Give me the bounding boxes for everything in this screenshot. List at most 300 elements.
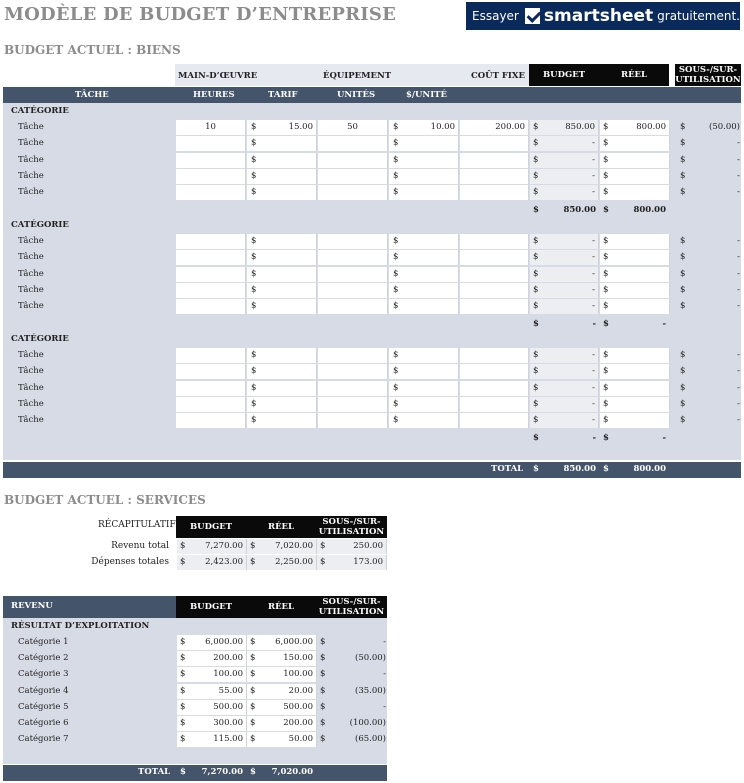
per_unit-cell[interactable] <box>389 364 459 379</box>
smartsheet-banner[interactable] <box>466 2 740 30</box>
revenue-budget-cell[interactable] <box>177 700 247 715</box>
summary-actual-header: RÉEL <box>246 516 316 538</box>
revenue-budget-value: 200.00 <box>213 653 243 664</box>
task-label: Tâche <box>18 366 44 377</box>
rate-cell[interactable] <box>247 267 317 282</box>
fixed-cell[interactable] <box>460 169 529 184</box>
revenue-group-label: RÉSULTAT D’EXPLOITATION <box>11 621 150 631</box>
currency-symbol: $ <box>533 204 539 215</box>
variance-value: - <box>737 301 740 312</box>
rate-cell[interactable] <box>247 348 317 363</box>
currency-symbol: $ <box>393 350 399 360</box>
revenue-actual-value: 100.00 <box>283 669 313 680</box>
budget-cell <box>530 136 599 151</box>
variance-value: - <box>737 154 740 165</box>
currency-symbol: $ <box>533 382 539 393</box>
currency-symbol: $ <box>603 464 609 474</box>
currency-symbol: $ <box>250 767 256 777</box>
currency-symbol: $ <box>603 432 609 443</box>
currency-symbol: $ <box>251 301 257 312</box>
currency-symbol: $ <box>393 138 399 149</box>
summary-variance-cell <box>317 539 387 554</box>
fixed-cell[interactable] <box>460 283 529 298</box>
currency-symbol: $ <box>251 366 257 377</box>
hours-cell[interactable] <box>176 299 246 314</box>
hours-cell[interactable] <box>176 283 246 298</box>
actual-value: 800.00 <box>636 122 666 132</box>
currency-symbol: $ <box>180 685 186 696</box>
revenue-variance-value: - <box>383 637 386 647</box>
banner-free: gratuitement. <box>657 9 740 23</box>
subtotal-budget: - <box>592 432 596 443</box>
currency-symbol: $ <box>603 301 609 312</box>
currency-symbol: $ <box>320 637 326 647</box>
rate-cell[interactable] <box>247 381 317 396</box>
summary-actual-value: 7,020.00 <box>275 541 313 551</box>
currency-symbol: $ <box>680 268 686 279</box>
revenue-budget-cell[interactable] <box>177 651 247 666</box>
fixed-cell[interactable] <box>460 234 529 249</box>
labor-header: MAIN-D’ŒUVRE <box>178 71 258 81</box>
per_unit-cell[interactable] <box>389 413 459 428</box>
actual-cell[interactable] <box>600 267 670 282</box>
currency-symbol: $ <box>180 734 186 745</box>
revenue-budget-value: 100.00 <box>213 669 243 680</box>
subtotal-actual: 800.00 <box>633 204 666 215</box>
hours-col-header: HEURES <box>193 90 235 100</box>
rate-cell[interactable] <box>247 185 317 200</box>
hours-cell[interactable] <box>176 153 246 168</box>
units-cell[interactable] <box>318 348 388 363</box>
units-cell[interactable] <box>318 381 388 396</box>
currency-symbol: $ <box>680 236 686 246</box>
rate-value: 15.00 <box>288 122 313 132</box>
currency-symbol: $ <box>250 637 256 647</box>
summary-budget-cell <box>177 555 247 570</box>
currency-symbol: $ <box>250 718 256 728</box>
units-cell[interactable] <box>318 299 388 314</box>
total-label: TOTAL <box>491 464 524 474</box>
currency-symbol: $ <box>533 415 539 426</box>
units-cell[interactable] <box>318 234 388 249</box>
hours-cell[interactable] <box>176 136 246 151</box>
revenue-actual-cell[interactable] <box>247 732 317 747</box>
per_unit-cell[interactable] <box>389 283 459 298</box>
fixed-cell[interactable] <box>460 397 529 412</box>
revenue-variance-value: (50.00) <box>355 653 386 664</box>
currency-symbol: $ <box>251 154 257 165</box>
revenue-actual-cell[interactable] <box>247 700 317 715</box>
summary-actual-cell <box>247 539 317 554</box>
currency-symbol: $ <box>251 187 257 198</box>
currency-symbol: $ <box>251 398 257 409</box>
summary-budget-value: 2,423.00 <box>205 557 243 567</box>
revenue-budget-header: BUDGET <box>176 596 246 618</box>
currency-symbol: $ <box>251 138 257 149</box>
rate-cell[interactable] <box>247 136 317 151</box>
rate-cell[interactable] <box>247 299 317 314</box>
fixed-cost-header: COÛT FIXE <box>471 71 525 81</box>
task-label: Tâche <box>18 154 44 165</box>
currency-symbol: $ <box>393 236 399 246</box>
fixed-cell[interactable] <box>460 348 529 363</box>
rate-cell[interactable] <box>247 120 317 135</box>
revenue-actual-cell[interactable] <box>247 716 317 731</box>
revenue-budget-cell[interactable] <box>177 716 247 731</box>
summary-actual-value: 2,250.00 <box>275 557 313 567</box>
currency-symbol: $ <box>180 557 186 567</box>
currency-symbol: $ <box>680 154 686 165</box>
budget-header: BUDGET <box>529 64 599 86</box>
actual-cell[interactable] <box>600 413 670 428</box>
summary-label: RÉCAPITULATIF <box>98 520 176 530</box>
hours-cell[interactable] <box>176 381 246 396</box>
currency-symbol: $ <box>603 252 609 263</box>
per_unit-cell[interactable] <box>389 381 459 396</box>
variance-value: - <box>737 187 740 198</box>
budget-value: - <box>592 366 595 377</box>
units-cell[interactable] <box>318 250 388 265</box>
fixed-cell[interactable] <box>460 250 529 265</box>
rate-cell[interactable] <box>247 153 317 168</box>
fixed-cell[interactable] <box>460 267 529 282</box>
task-label: Tâche <box>18 284 44 295</box>
summary-variance-value: 250.00 <box>353 541 383 551</box>
variance-value: (50.00) <box>709 122 740 132</box>
currency-symbol: $ <box>680 252 686 263</box>
actual-cell[interactable] <box>600 299 670 314</box>
currency-symbol: $ <box>180 767 186 777</box>
currency-symbol: $ <box>250 701 256 712</box>
revenue-actual-value: 500.00 <box>283 701 313 712</box>
currency-symbol: $ <box>533 268 539 279</box>
currency-symbol: $ <box>680 170 686 181</box>
actual-header: RÉEL <box>599 64 669 86</box>
summary-budget-cell <box>177 539 247 554</box>
equipment-header: ÉQUIPEMENT <box>323 71 392 81</box>
units-cell[interactable] <box>318 169 388 184</box>
units-cell[interactable] <box>318 283 388 298</box>
currency-symbol: $ <box>250 653 256 664</box>
actual-cell[interactable] <box>600 153 670 168</box>
revenue-variance-value: - <box>383 701 386 712</box>
budget-cell <box>530 348 599 363</box>
currency-symbol: $ <box>250 557 256 567</box>
currency-symbol: $ <box>603 187 609 198</box>
revenue-budget-value: 500.00 <box>213 701 243 712</box>
currency-symbol: $ <box>603 284 609 295</box>
currency-symbol: $ <box>320 653 326 664</box>
task-label: Tâche <box>18 398 44 409</box>
task-label: Tâche <box>18 170 44 181</box>
fixed-cell[interactable] <box>460 381 529 396</box>
units-value: 50 <box>347 122 358 132</box>
summary-actual-cell <box>247 555 317 570</box>
currency-symbol: $ <box>603 398 609 409</box>
units-cell[interactable] <box>318 153 388 168</box>
fixed-cell[interactable] <box>460 299 529 314</box>
revenue-row-label: Catégorie 7 <box>18 734 69 745</box>
variance-value: - <box>737 398 740 409</box>
revenue-budget-cell[interactable] <box>177 667 247 682</box>
hours-cell[interactable] <box>176 397 246 412</box>
per_unit-cell[interactable] <box>389 348 459 363</box>
task-label: Tâche <box>18 350 44 360</box>
revenue-actual-header: RÉEL <box>246 596 316 618</box>
currency-symbol: $ <box>251 382 257 393</box>
summary-row-label: Dépenses totales <box>91 557 169 567</box>
actual-cell[interactable] <box>600 250 670 265</box>
currency-symbol: $ <box>533 318 539 329</box>
task-label: Tâche <box>18 122 44 132</box>
services-section-title: BUDGET ACTUEL : SERVICES <box>4 493 206 507</box>
hours-cell[interactable] <box>176 413 246 428</box>
currency-symbol: $ <box>680 138 686 149</box>
summary-budget-value: 7,270.00 <box>205 541 243 551</box>
currency-symbol: $ <box>393 301 399 312</box>
currency-symbol: $ <box>320 669 326 680</box>
total-budget: 850.00 <box>563 464 596 474</box>
subtotal-actual: - <box>662 432 666 443</box>
budget-value: - <box>592 284 595 295</box>
currency-symbol: $ <box>320 685 326 696</box>
hours-cell[interactable] <box>176 348 246 363</box>
fixed-cell[interactable] <box>460 120 529 135</box>
currency-symbol: $ <box>393 398 399 409</box>
variance-value: - <box>737 170 740 181</box>
currency-symbol: $ <box>680 398 686 409</box>
currency-symbol: $ <box>250 669 256 680</box>
currency-symbol: $ <box>680 187 686 198</box>
currency-symbol: $ <box>533 366 539 377</box>
revenue-budget-cell[interactable] <box>177 732 247 747</box>
summary-row-label: Revenu total <box>111 541 169 551</box>
currency-symbol: $ <box>533 432 539 443</box>
hours-cell[interactable] <box>176 250 246 265</box>
fixed-cell[interactable] <box>460 364 529 379</box>
actual-cell[interactable] <box>600 283 670 298</box>
currency-symbol: $ <box>180 701 186 712</box>
hours-cell[interactable] <box>176 185 246 200</box>
fixed-cell[interactable] <box>460 136 529 151</box>
revenue-total-budget: 7,270.00 <box>201 767 243 777</box>
currency-symbol: $ <box>180 653 186 664</box>
hours-value: 10 <box>205 122 216 132</box>
fixed-value: 200.00 <box>495 122 525 132</box>
currency-symbol: $ <box>533 284 539 295</box>
hours-cell[interactable] <box>176 364 246 379</box>
fixed-cell[interactable] <box>460 413 529 428</box>
per_unit-cell[interactable] <box>389 250 459 265</box>
per-unit-col-header: $/UNITÉ <box>406 90 447 100</box>
variance-value: - <box>737 366 740 377</box>
currency-symbol: $ <box>603 154 609 165</box>
actual-cell[interactable] <box>600 381 670 396</box>
per_unit-cell[interactable] <box>389 169 459 184</box>
task-label: Tâche <box>18 138 44 149</box>
currency-symbol: $ <box>180 541 186 551</box>
currency-symbol: $ <box>533 236 539 246</box>
budget-value: - <box>592 252 595 263</box>
banner-try: Essayer <box>472 9 519 23</box>
revenue-budget-cell[interactable] <box>177 684 247 699</box>
revenue-label: REVENU <box>11 601 53 611</box>
variance-value: - <box>737 138 740 149</box>
budget-cell <box>530 283 599 298</box>
fixed-cell[interactable] <box>460 185 529 200</box>
currency-symbol: $ <box>603 138 609 149</box>
category-label: CATÉGORIE <box>11 334 69 344</box>
currency-symbol: $ <box>603 366 609 377</box>
per_unit-cell[interactable] <box>389 234 459 249</box>
units-cell[interactable] <box>318 120 388 135</box>
revenue-row-label: Catégorie 2 <box>18 653 69 664</box>
budget-value: - <box>592 187 595 198</box>
variance-value: - <box>737 382 740 393</box>
budget-cell <box>530 364 599 379</box>
budget-value: - <box>592 382 595 393</box>
summary-variance-cell <box>317 555 387 570</box>
currency-symbol: $ <box>603 236 609 246</box>
rate-col-header: TARIF <box>268 90 298 100</box>
currency-symbol: $ <box>680 415 686 426</box>
rate-cell[interactable] <box>247 234 317 249</box>
per_unit-cell[interactable] <box>389 299 459 314</box>
revenue-row-label: Catégorie 1 <box>18 637 69 647</box>
currency-symbol: $ <box>603 122 609 132</box>
revenue-budget-cell[interactable] <box>177 635 247 650</box>
currency-symbol: $ <box>251 122 257 132</box>
rate-cell[interactable] <box>247 413 317 428</box>
rate-cell[interactable] <box>247 250 317 265</box>
total-actual: 800.00 <box>633 464 666 474</box>
checkmark-icon <box>525 8 540 24</box>
currency-symbol: $ <box>393 366 399 377</box>
revenue-actual-value: 50.00 <box>288 734 313 745</box>
variance-value: - <box>737 236 740 246</box>
currency-symbol: $ <box>251 170 257 181</box>
actual-cell[interactable] <box>600 348 670 363</box>
currency-symbol: $ <box>533 464 539 474</box>
per_unit-cell[interactable] <box>389 397 459 412</box>
currency-symbol: $ <box>680 122 686 132</box>
revenue-variance-value: - <box>383 669 386 680</box>
goods-section-title: BUDGET ACTUEL : BIENS <box>4 43 181 57</box>
actual-cell[interactable] <box>600 120 670 135</box>
revenue-budget-value: 55.00 <box>218 685 243 696</box>
revenue-actual-cell[interactable] <box>247 667 317 682</box>
task-label: Tâche <box>18 236 44 246</box>
hours-cell[interactable] <box>176 169 246 184</box>
per_unit-cell[interactable] <box>389 185 459 200</box>
actual-cell[interactable] <box>600 185 670 200</box>
budget-value: - <box>592 236 595 246</box>
currency-symbol: $ <box>251 284 257 295</box>
rate-cell[interactable] <box>247 364 317 379</box>
per_unit-cell[interactable] <box>389 153 459 168</box>
variance-value: - <box>737 350 740 360</box>
per_unit-cell[interactable] <box>389 267 459 282</box>
per_unit-cell[interactable] <box>389 120 459 135</box>
subtotal-budget: 850.00 <box>563 204 596 215</box>
units-cell[interactable] <box>318 413 388 428</box>
currency-symbol: $ <box>680 366 686 377</box>
actual-cell[interactable] <box>600 169 670 184</box>
currency-symbol: $ <box>533 154 539 165</box>
per_unit-value: 10.00 <box>430 122 455 132</box>
revenue-total-actual: 7,020.00 <box>271 767 313 777</box>
actual-cell[interactable] <box>600 364 670 379</box>
fixed-cell[interactable] <box>460 153 529 168</box>
currency-symbol: $ <box>603 204 609 215</box>
revenue-row-label: Catégorie 5 <box>18 701 69 712</box>
actual-cell[interactable] <box>600 234 670 249</box>
currency-symbol: $ <box>393 382 399 393</box>
currency-symbol: $ <box>603 170 609 181</box>
units-col-header: UNITÉS <box>337 90 376 100</box>
budget-cell <box>530 413 599 428</box>
revenue-actual-cell[interactable] <box>247 651 317 666</box>
budget-value: - <box>592 350 595 360</box>
variance-value: - <box>737 415 740 426</box>
revenue-actual-value: 20.00 <box>288 685 313 696</box>
currency-symbol: $ <box>533 398 539 409</box>
revenue-actual-cell[interactable] <box>247 635 317 650</box>
currency-symbol: $ <box>533 187 539 198</box>
currency-symbol: $ <box>603 415 609 426</box>
rate-cell[interactable] <box>247 169 317 184</box>
currency-symbol: $ <box>533 170 539 181</box>
summary-budget-header: BUDGET <box>176 516 246 538</box>
units-cell[interactable] <box>318 364 388 379</box>
task-col-header: TÂCHE <box>75 90 109 100</box>
hours-cell[interactable] <box>176 234 246 249</box>
rate-cell[interactable] <box>247 397 317 412</box>
currency-symbol: $ <box>680 301 686 312</box>
summary-variance-value: 173.00 <box>353 557 383 567</box>
revenue-variance-value: (100.00) <box>349 718 386 728</box>
currency-symbol: $ <box>393 268 399 279</box>
rate-cell[interactable] <box>247 283 317 298</box>
budget-cell <box>530 169 599 184</box>
variance-value: - <box>737 284 740 295</box>
variance-header: SOUS-/SUR-UTILISATION <box>675 65 741 85</box>
units-cell[interactable] <box>318 267 388 282</box>
currency-symbol: $ <box>393 154 399 165</box>
task-label: Tâche <box>18 252 44 263</box>
units-cell[interactable] <box>318 397 388 412</box>
budget-value: - <box>592 301 595 312</box>
hours-cell[interactable] <box>176 267 246 282</box>
actual-cell[interactable] <box>600 136 670 151</box>
units-cell[interactable] <box>318 136 388 151</box>
currency-symbol: $ <box>603 382 609 393</box>
actual-cell[interactable] <box>600 397 670 412</box>
per_unit-cell[interactable] <box>389 136 459 151</box>
revenue-actual-value: 6,000.00 <box>275 637 313 647</box>
currency-symbol: $ <box>533 138 539 149</box>
units-cell[interactable] <box>318 185 388 200</box>
hours-cell[interactable] <box>176 120 246 135</box>
currency-symbol: $ <box>320 541 326 551</box>
currency-symbol: $ <box>533 301 539 312</box>
currency-symbol: $ <box>393 252 399 263</box>
currency-symbol: $ <box>250 734 256 745</box>
variance-value: - <box>737 268 740 279</box>
revenue-actual-cell[interactable] <box>247 684 317 699</box>
currency-symbol: $ <box>393 187 399 198</box>
variance-value: - <box>737 252 740 263</box>
